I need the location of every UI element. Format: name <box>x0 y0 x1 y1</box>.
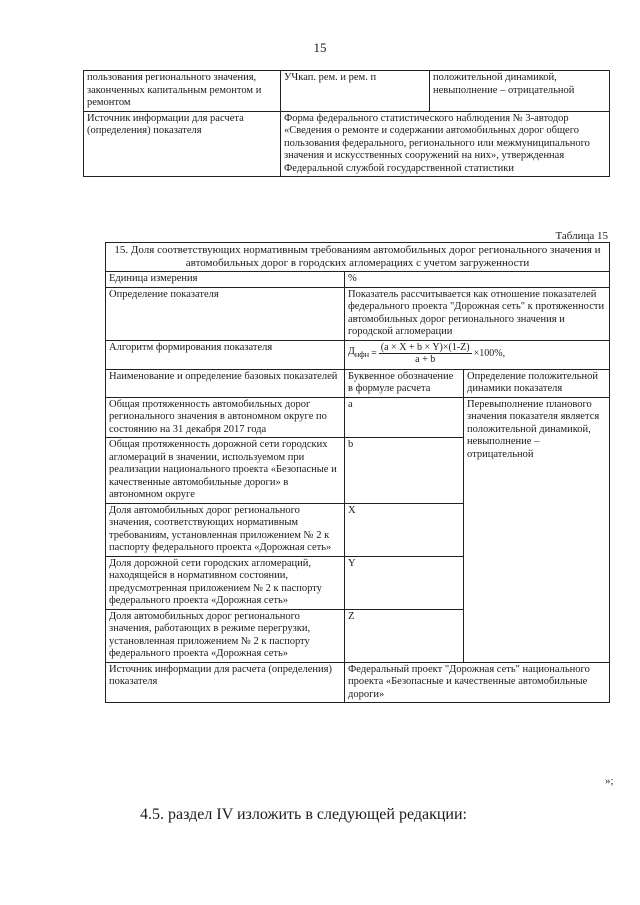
formula <box>348 342 505 365</box>
closing-quote: »; <box>605 775 614 787</box>
table-cell: положительной динамикой, невыполнение – отрицательной <box>430 71 610 112</box>
table-label: Таблица 15 <box>555 230 608 242</box>
table-row <box>106 243 610 272</box>
table-14-continuation <box>83 70 610 177</box>
header-cell: Наименование и определение базовых показателей <box>106 369 345 397</box>
table-cell: Перевыполнение планового значения показателя является положительной динамикой, невыполнение – отрицательной <box>464 397 610 662</box>
table-row <box>84 71 610 112</box>
table-title: 15. Доля соответствующих нормативным требованиям автомобильных дорог регионального значения и автомобильных дорог в городских агломерациях с учетом загруженности <box>106 243 610 272</box>
table-row <box>106 662 610 703</box>
table-cell: Единица измерения <box>106 272 345 288</box>
table-row <box>106 397 610 438</box>
table-cell: Y <box>345 556 464 609</box>
section-heading: 4.5. раздел IV изложить в следующей редакции: <box>140 806 467 823</box>
formula-lhs-sub: нфн <box>354 350 370 359</box>
header-cell: Определение положительной динамики показателя <box>464 369 610 397</box>
table-cell: X <box>345 503 464 556</box>
table-cell: Доля дорожной сети городских агломераций, находящейся в нормативном состоянии, предусмотренная приложением № 2 к паспорту федерального проекта «Дорожная сеть» <box>106 556 345 609</box>
table-cell: Алгоритм формирования показателя <box>106 340 345 369</box>
formula-lhs <box>348 346 369 360</box>
table-cell: Доля автомобильных дорог регионального значения, работающих в режиме перегрузки, установленная приложением № 2 к паспорту федерального проекта «Дорожная сеть» <box>106 609 345 662</box>
table-cell: УЧкап. рем. и рем. п <box>281 71 430 112</box>
table-cell: Доля автомобильных дорог регионального значения, соответствующих нормативным требованиям, установленная приложением № 2 к паспорту федерального проекта «Дорожная сеть» <box>106 503 345 556</box>
table-cell: b <box>345 438 464 504</box>
table-cell: a <box>345 397 464 438</box>
table-row <box>84 111 610 177</box>
table-cell: пользования регионального значения, законченных капитальным ремонтом и ремонтом <box>84 71 281 112</box>
table-cell: Z <box>345 609 464 662</box>
formula-fraction <box>379 342 472 365</box>
table-row <box>106 272 610 288</box>
formula-numerator: (a × X + b × Y)×(1-Z) <box>380 341 470 353</box>
table-cell: Показатель рассчитывается как отношение показателей федерального проекта "Дорожная сеть" к протяженности автомобильных дорог регионального значения и городской агломерации <box>345 287 610 340</box>
formula-cell <box>345 340 610 369</box>
table-row <box>106 340 610 369</box>
formula-denominator: a + b <box>415 353 436 365</box>
table-cell: Источник информации для расчета (определения) показателя <box>106 662 345 703</box>
page-number: 15 <box>313 40 327 55</box>
header-cell: Буквенное обозначение в формуле расчета <box>345 369 464 397</box>
table-cell: Общая протяженность дорожной сети городских агломераций в значении, используемом при реализации национального проекта «Безопасные и качественные автомобильные дороги» в автономном округе <box>106 438 345 504</box>
table-cell: Форма федерального статистического наблюдения № 3-автодор «Сведения о ремонте и содержании автомобильных дорог общего пользования федерального, регионального или межмуниципального значения и искусственных сооружений на них», утвержденная Федеральной службой государственной статистики <box>281 111 610 177</box>
table-cell: % <box>345 272 610 288</box>
table-row <box>106 287 610 340</box>
table-header-row <box>106 369 610 397</box>
table-cell: Общая протяженность автомобильных дорог регионального значения в автономном округе по состоянию на 31 декабря 2017 года <box>106 397 345 438</box>
formula-eq: = <box>371 347 377 359</box>
table-15 <box>105 242 610 703</box>
table-cell: Определение показателя <box>106 287 345 340</box>
table-cell: Источник информации для расчета (определения) показателя <box>84 111 281 177</box>
formula-suffix: ×100%, <box>473 347 506 359</box>
formula-lhs-letter: Д <box>348 346 355 357</box>
table-cell: Федеральный проект "Дорожная сеть" национального проекта «Безопасные и качественные автомобильные дороги» <box>345 662 610 703</box>
